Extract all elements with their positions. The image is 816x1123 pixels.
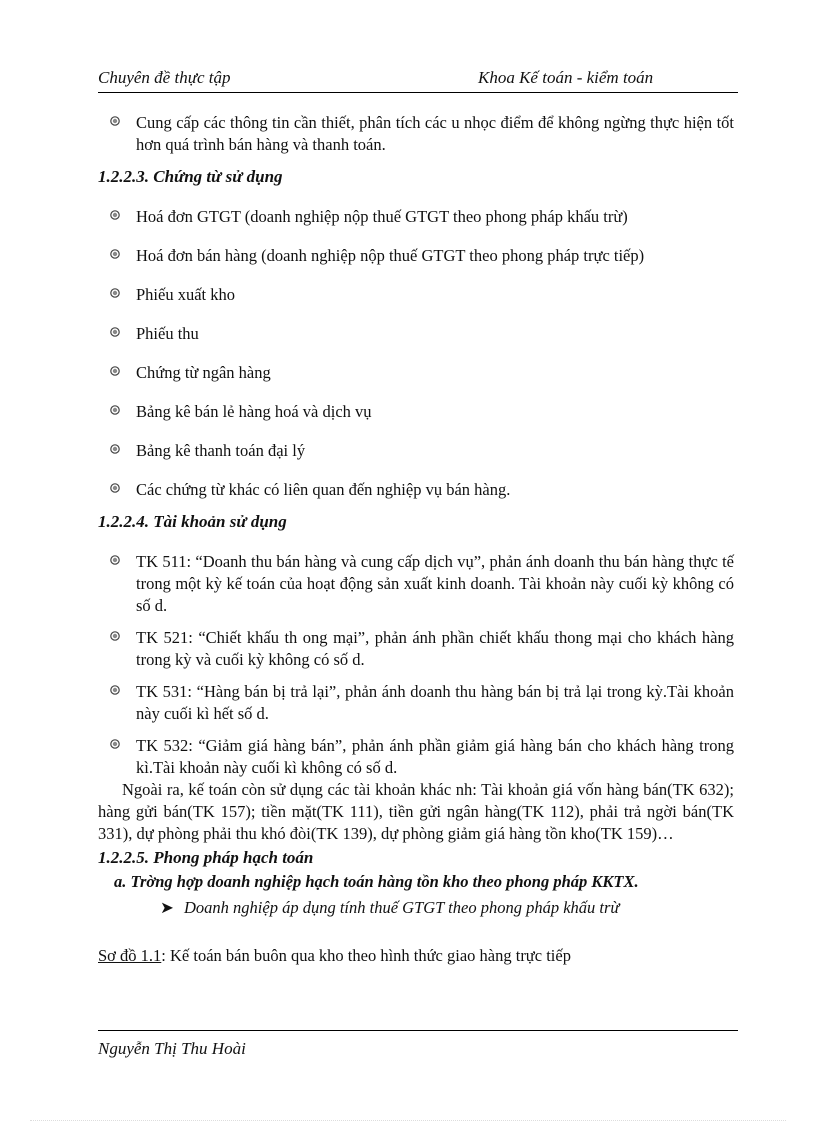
list-item-text: TK 531: “Hàng bán bị trả lại”, phản ánh doanh thu hàng bán bị trả lại trong kỳ.Tài khoản này cuối kì hết số d.: [136, 682, 734, 723]
caption-text: : Kế toán bán buôn qua kho theo hình thức giao hàng trực tiếp: [161, 946, 571, 965]
list-item: [98, 112, 734, 156]
bullet-icon: [110, 327, 120, 337]
section-heading-1225: 1.2.2.5. Phong pháp hạch toán: [98, 848, 314, 867]
bullet-icon: [110, 685, 120, 695]
bullet-icon: [110, 210, 120, 220]
list-item-text: TK 532: “Giảm giá hàng bán”, phản ánh phần giảm giá hàng bán cho khách hàng trong kì.Tài khoản này cuối kì không có số d.: [136, 736, 734, 777]
arrow-right-icon: ➤: [160, 898, 174, 917]
list-item: [98, 401, 734, 423]
list-item-text: TK 511: “Doanh thu bán hàng và cung cấp dịch vụ”, phản ánh doanh thu bán hàng thực tế trong một kỳ kế toán của hoạt động sản xuất kinh doanh. Tài khoản này cuối kỳ không có số d.: [136, 552, 734, 615]
arrow-list-item: [98, 897, 734, 919]
header-department: Khoa Kế toán - kiểm toán: [478, 68, 654, 87]
list-item: [98, 681, 734, 725]
header-title: Chuyên đề thực tập: [98, 68, 231, 87]
list-item: [98, 362, 734, 384]
list-item: [98, 735, 734, 779]
list-item-text: Bảng kê thanh toán đại lý: [136, 441, 306, 460]
bullet-icon: [110, 444, 120, 454]
list-item-text: Hoá đơn bán hàng (doanh nghiệp nộp thuế GTGT theo phong pháp trực tiếp): [136, 246, 645, 265]
page-content: [98, 112, 734, 967]
caption-label: Sơ đồ 1.1: [98, 946, 162, 965]
list-item: [98, 479, 734, 501]
list-item: [98, 627, 734, 671]
page-bottom-divider: [30, 1120, 786, 1121]
list-item-text: Phiếu xuất kho: [136, 285, 235, 304]
footer-author: Nguyễn Thị Thu Hoài: [98, 1039, 246, 1058]
list-item: [98, 284, 734, 306]
section-heading-1224: 1.2.2.4. Tài khoản sử dụng: [98, 512, 287, 531]
page-header: [98, 68, 738, 93]
bullet-icon: [110, 288, 120, 298]
list-item-text: Cung cấp các thông tin cần thiết, phân tích các u nhọc điểm để không ngừng thực hiện tốt hơn quá trình bán hàng và thanh toán.: [136, 113, 734, 154]
bullet-icon: [110, 366, 120, 376]
accounts-paragraph: Ngoài ra, kế toán còn sử dụng các tài khoản khác nh: Tài khoản giá vốn hàng bán(TK 632); hàng gửi bán(TK 157); tiền mặt(TK 111), tiền gửi ngân hàng(TK 112), phải trả ngời bán(TK 331), dự phòng phải thu khó đòi(TK 139), dự phòng giảm giá hàng tồn kho(TK 159)…: [98, 780, 734, 843]
list-item: [98, 245, 734, 267]
section-subheading: a. Trờng hợp doanh nghiệp hạch toán hàng tồn kho theo phong pháp KKTX.: [114, 872, 639, 891]
list-item-text: Phiếu thu: [136, 324, 199, 343]
list-item: [98, 551, 734, 617]
list-item-text: Bảng kê bán lẻ hàng hoá và dịch vụ: [136, 402, 372, 421]
bullet-icon: [110, 739, 120, 749]
bullet-icon: [110, 249, 120, 259]
page-footer: [98, 1030, 738, 1059]
list-item-text: Hoá đơn GTGT (doanh nghiệp nộp thuế GTGT theo phong pháp khấu trừ): [136, 207, 628, 226]
arrow-item-text: Doanh nghiệp áp dụng tính thuế GTGT theo phong pháp khấu trừ: [184, 898, 620, 917]
bullet-icon: [110, 483, 120, 493]
bullet-icon: [110, 555, 120, 565]
list-item: [98, 323, 734, 345]
list-item: [98, 206, 734, 228]
diagram-caption: [98, 945, 734, 967]
bullet-icon: [110, 631, 120, 641]
list-item-text: Các chứng từ khác có liên quan đến nghiệp vụ bán hàng.: [136, 480, 511, 499]
bullet-icon: [110, 405, 120, 415]
section-heading-1223: 1.2.2.3. Chứng từ sử dụng: [98, 167, 283, 186]
list-item-text: Chứng từ ngân hàng: [136, 363, 271, 382]
bullet-icon: [110, 116, 120, 126]
list-item: [98, 440, 734, 462]
list-item-text: TK 521: “Chiết khấu th ong mại”, phản ánh phần chiết khấu thong mại cho khách hàng trong kỳ và cuối kỳ không có số d.: [136, 628, 734, 669]
